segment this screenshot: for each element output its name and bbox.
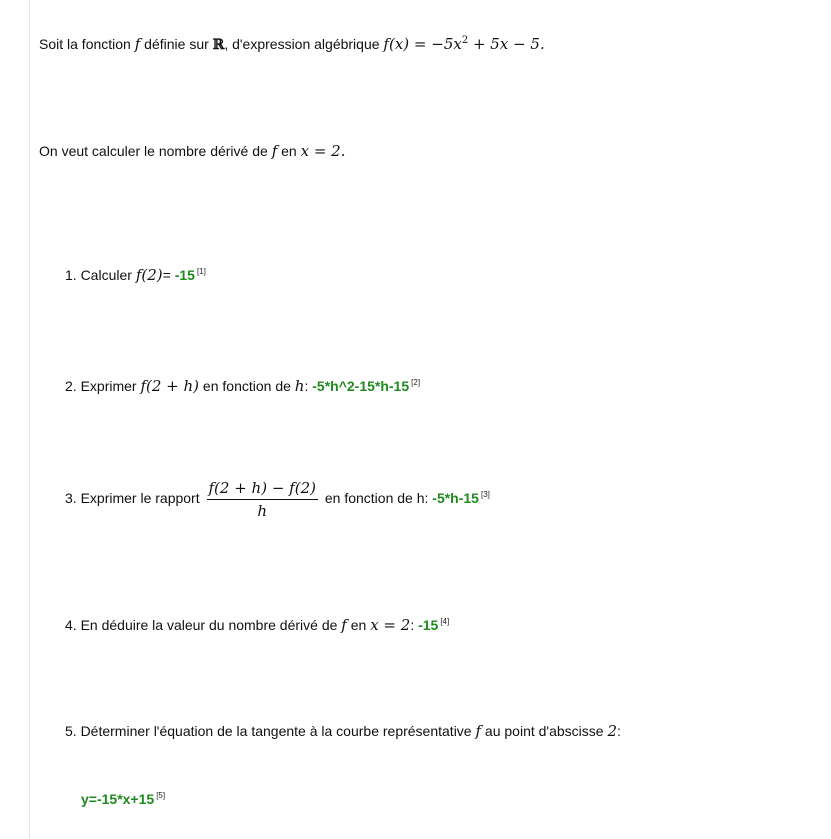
intro-fx: f(x) bbox=[383, 35, 410, 53]
question-text: en bbox=[346, 617, 371, 633]
goal-sentence bbox=[39, 141, 346, 161]
question-math: h bbox=[294, 377, 305, 395]
intro-expression bbox=[431, 35, 544, 53]
question-math: x = 2 bbox=[370, 616, 411, 634]
question-text: 5. Déterminer l'équation de la tangente à la courbe représentative bbox=[65, 723, 476, 739]
intro-equals: = bbox=[409, 35, 432, 53]
footnote-ref[interactable]: [2] bbox=[411, 378, 421, 387]
fraction-denominator: h bbox=[257, 502, 268, 520]
intro-text-suffix: , d'expression algébrique bbox=[224, 36, 384, 52]
question-math: f(2) bbox=[135, 266, 163, 284]
question-4 bbox=[65, 612, 449, 635]
goal-point: x = 2. bbox=[300, 142, 346, 160]
intro-var-f: f bbox=[134, 35, 141, 53]
question-text: : bbox=[617, 723, 621, 739]
question-text: en fonction de bbox=[199, 378, 295, 394]
intro-sentence bbox=[39, 31, 545, 55]
question-text: 4. En déduire la valeur du nombre dérivé de bbox=[65, 617, 342, 633]
question-math: f(2 + h) bbox=[140, 377, 200, 395]
question-text: : bbox=[304, 378, 313, 394]
answer-value: -15 bbox=[174, 267, 195, 283]
goal-text-middle: en bbox=[277, 143, 301, 159]
footnote-ref[interactable]: [5] bbox=[156, 791, 166, 800]
intro-text: Soit la fonction bbox=[39, 36, 135, 52]
question-5 bbox=[65, 721, 621, 741]
answer-value: -5*h-15 bbox=[432, 490, 479, 507]
expr-exponent: 2 bbox=[461, 35, 469, 46]
question-5-answer-line bbox=[81, 786, 165, 809]
footnote-ref[interactable]: [3] bbox=[480, 490, 490, 500]
left-border bbox=[29, 0, 30, 839]
footnote-ref[interactable]: [4] bbox=[440, 617, 450, 626]
question-2 bbox=[65, 373, 420, 396]
reals-symbol: ℝ bbox=[212, 37, 225, 53]
expr-part-b: + 5x − 5. bbox=[468, 35, 545, 53]
question-text: au point d'abscisse bbox=[481, 723, 608, 739]
question-text: : bbox=[410, 617, 419, 633]
question-text: 2. Exprimer bbox=[65, 378, 141, 394]
question-text: = bbox=[162, 267, 175, 283]
question-text: 3. Exprimer le rapport bbox=[65, 490, 204, 507]
question-3 bbox=[65, 479, 490, 520]
fraction-numerator: f(2 + h) − f(2) bbox=[207, 479, 318, 500]
answer-value: y=-15*x+15 bbox=[81, 791, 155, 807]
question-text: en fonction de h: bbox=[320, 490, 433, 507]
question-text: 1. Calculer bbox=[65, 267, 136, 283]
goal-var-f: f bbox=[271, 142, 278, 160]
question-math: f bbox=[341, 616, 347, 634]
question-1 bbox=[65, 262, 206, 285]
answer-value: -5*h^2-15*h-15 bbox=[312, 378, 410, 394]
answer-value: -15 bbox=[418, 617, 439, 633]
question-math: 2 bbox=[607, 722, 618, 740]
goal-text: On veut calculer le nombre dérivé de bbox=[39, 143, 272, 159]
expr-part-a: −5x bbox=[431, 35, 462, 53]
intro-text-middle: définie sur bbox=[140, 36, 213, 52]
footnote-ref[interactable]: [1] bbox=[196, 267, 206, 276]
question-math: f bbox=[475, 722, 482, 740]
ratio-fraction bbox=[207, 479, 318, 520]
